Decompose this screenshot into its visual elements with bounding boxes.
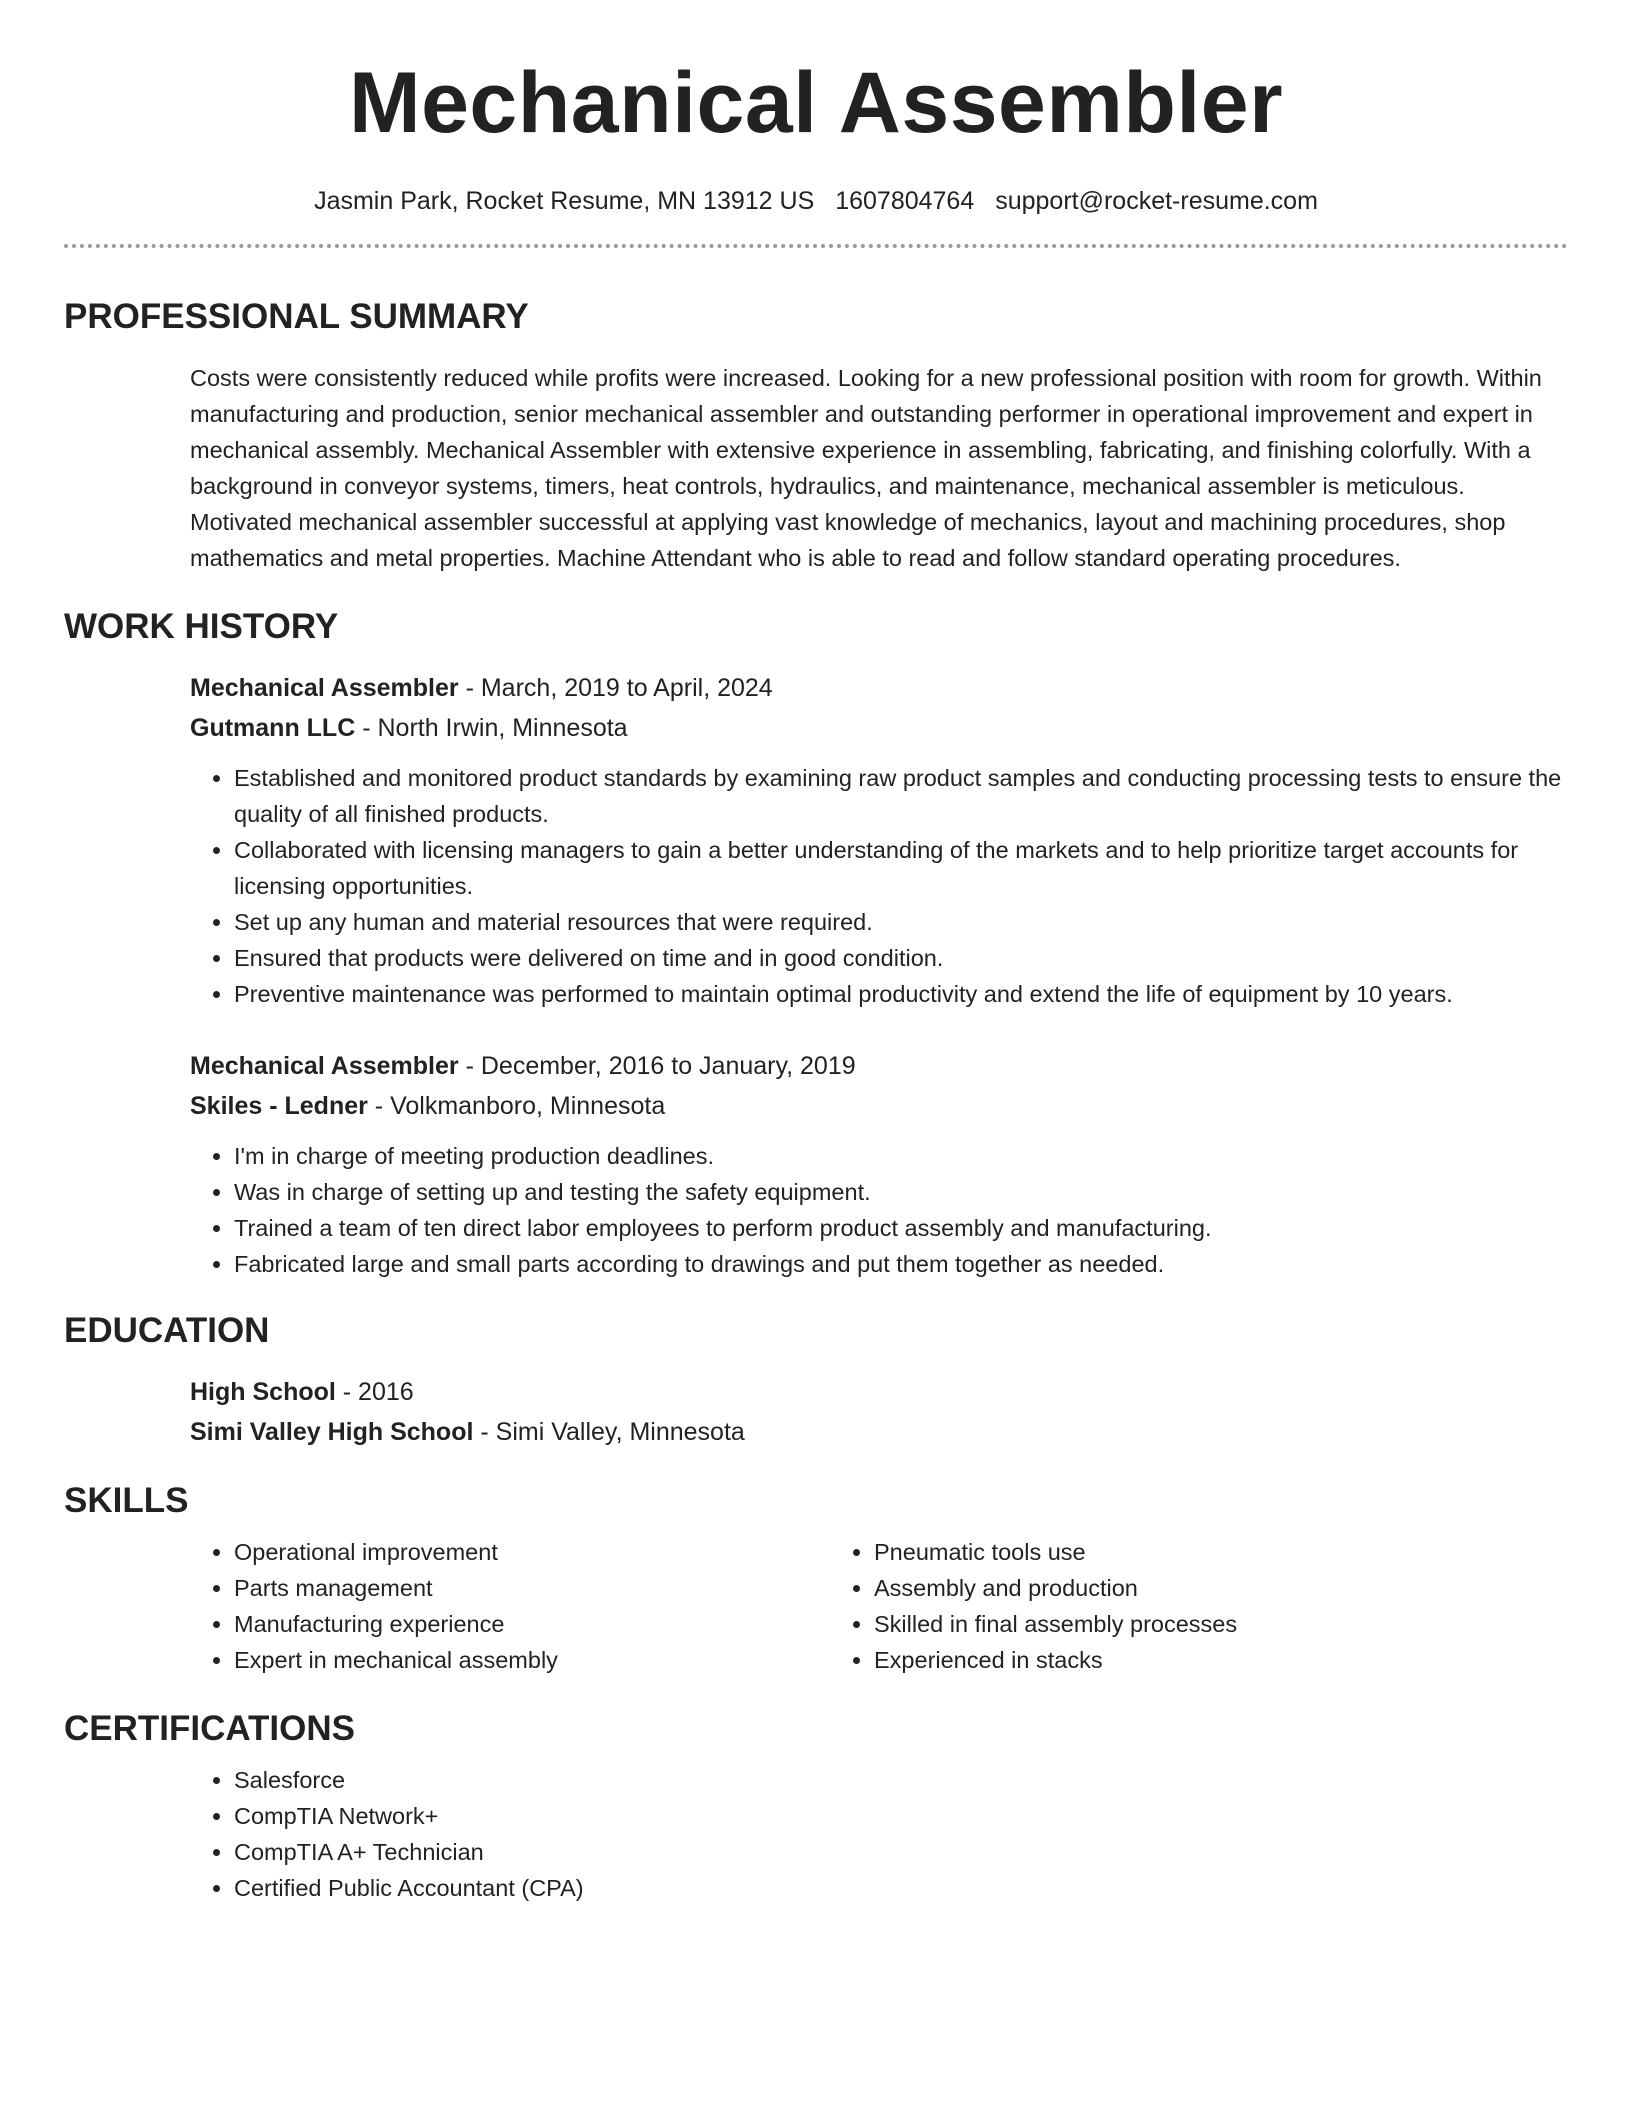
job-company-line: [190, 1086, 1568, 1126]
job-role-line: [190, 1046, 1568, 1086]
job-bullet: • Was in charge of setting up and testing the safety equipment.: [234, 1174, 1568, 1210]
skill-item: • Parts management: [234, 1570, 830, 1606]
job-dates: - December, 2016 to January, 2019: [458, 1052, 856, 1080]
certification-item: • CompTIA Network+: [234, 1798, 1568, 1834]
contact-address: Jasmin Park, Rocket Resume, MN 13912 US: [314, 187, 815, 215]
job-company: Skiles - Ledner: [190, 1092, 368, 1120]
job-location: - Volkmanboro, Minnesota: [367, 1092, 666, 1120]
education-degree-line: [190, 1372, 1568, 1412]
education-school: Simi Valley High School: [190, 1418, 474, 1446]
job-bullet: • Ensured that products were delivered on time and in good condition.: [234, 940, 1568, 976]
education-school-line: [190, 1412, 1568, 1452]
section-title-skills: SKILLS: [64, 1481, 189, 1520]
contact-line: [64, 186, 1568, 216]
education-year: - 2016: [335, 1378, 414, 1406]
certifications-list: [190, 1762, 1568, 1906]
skills-body: [64, 1534, 1568, 1678]
summary-text: Costs were consistently reduced while profits were increased. Looking for a new professional position with room for growth. Within manufacturing and production, senior mechanical assembler and outstanding performer in operational improvement and expert in mechanical assembly. Mechanical Assembler with extensive experience in assembling, fabricating, and finishing colorfully. With a background in conveyor systems, timers, heat controls, hydraulics, and maintenance, mechanical assembler is meticulous. Motivated mechanical assembler successful at applying vast knowledge of mechanics, layout and machining procedures, shop mathematics and metal properties. Machine Attendant who is able to read and follow standard operating procedures.: [190, 365, 1542, 571]
job-bullet: • Fabricated large and small parts according to drawings and put them together as needed.: [234, 1246, 1568, 1282]
education-location: - Simi Valley, Minnesota: [473, 1418, 745, 1446]
skill-item: • Pneumatic tools use: [874, 1534, 1470, 1570]
header-divider: [64, 244, 1568, 248]
job-bullet: • Trained a team of ten direct labor employees to perform product assembly and manufacturing.: [234, 1210, 1568, 1246]
contact-email: support@rocket-resume.com: [995, 187, 1318, 215]
job-bullet: • Preventive maintenance was performed to maintain optimal productivity and extend the life of equipment by 10 years.: [234, 976, 1568, 1012]
section-title-work-history: WORK HISTORY: [64, 607, 339, 646]
job-entry: [190, 668, 1568, 1012]
education-degree: High School: [190, 1378, 336, 1406]
job-location: - North Irwin, Minnesota: [355, 714, 628, 742]
job-role: Mechanical Assembler: [190, 1052, 459, 1080]
skills-grid: [190, 1534, 1568, 1678]
job-bullet: • Collaborated with licensing managers to gain a better understanding of the markets and to help prioritize target accounts for licensing opportunities.: [234, 832, 1568, 904]
skill-item: • Experienced in stacks: [874, 1642, 1470, 1678]
certification-item: • Salesforce: [234, 1762, 1568, 1798]
job-role: Mechanical Assembler: [190, 674, 459, 702]
job-role-line: [190, 668, 1568, 708]
job-bullets: [190, 1138, 1568, 1282]
job-company-line: [190, 708, 1568, 748]
job-bullet: • Established and monitored product standards by examining raw product samples and conducting processing tests to ensure the quality of all finished products.: [234, 760, 1568, 832]
certifications-body: [64, 1762, 1568, 1906]
resume-title: Mechanical Assembler: [348, 55, 1284, 151]
job-bullet: • I'm in charge of meeting production deadlines.: [234, 1138, 1568, 1174]
skill-item: • Assembly and production: [874, 1570, 1470, 1606]
certification-item: • Certified Public Accountant (CPA): [234, 1870, 1568, 1906]
work-history-body: [64, 668, 1568, 1282]
contact-phone: 1607804764: [835, 187, 975, 215]
skill-item: • Skilled in final assembly processes: [874, 1606, 1470, 1642]
skill-item: • Operational improvement: [234, 1534, 830, 1570]
job-company: Gutmann LLC: [190, 714, 356, 742]
education-entry: [64, 1372, 1568, 1452]
job-bullets: [190, 760, 1568, 1012]
certification-item: • CompTIA A+ Technician: [234, 1834, 1568, 1870]
skills-column-right: [830, 1534, 1470, 1678]
job-entry: [190, 1046, 1568, 1282]
job-bullet: • Set up any human and material resources that were required.: [234, 904, 1568, 940]
skill-item: • Expert in mechanical assembly: [234, 1642, 830, 1678]
section-title-summary: PROFESSIONAL SUMMARY: [64, 297, 529, 336]
skills-column-left: [190, 1534, 830, 1678]
skill-item: • Manufacturing experience: [234, 1606, 830, 1642]
section-title-education: EDUCATION: [64, 1311, 270, 1350]
section-title-certifications: CERTIFICATIONS: [64, 1709, 356, 1748]
job-dates: - March, 2019 to April, 2024: [458, 674, 773, 702]
